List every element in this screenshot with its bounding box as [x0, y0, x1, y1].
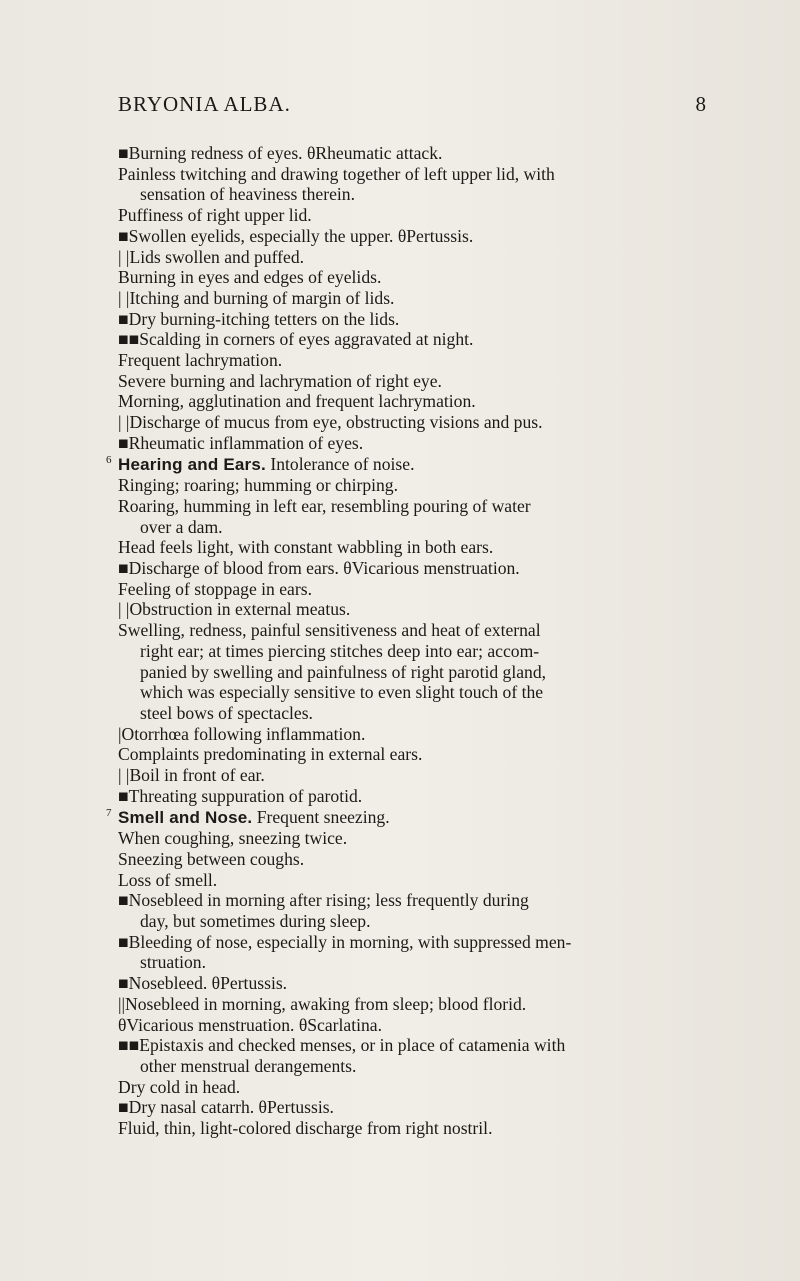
- text-line: ■Discharge of blood from ears. θVicarious menstruation.: [118, 558, 520, 579]
- text-line: ■■Epistaxis and checked menses, or in place of catamenia with: [118, 1035, 566, 1056]
- section-number: 7: [106, 806, 112, 819]
- text-line: ■Nosebleed. θPertussis.: [118, 973, 288, 994]
- section-number: 6: [106, 453, 112, 466]
- text-line: ||Nosebleed in morning, awaking from sleep; blood florid.: [118, 993, 527, 1014]
- running-head: BRYONIA ALBA.: [118, 92, 291, 116]
- text-line: | |Discharge of mucus from eye, obstructing visions and pus.: [118, 412, 543, 433]
- section-heading: Smell and Nose.: [118, 807, 253, 827]
- text-line: Feeling of stoppage in ears.: [118, 578, 312, 599]
- text-line: |Otorrhœa following inflammation.: [118, 723, 366, 744]
- text-line: Burning in eyes and edges of eyelids.: [118, 267, 382, 288]
- text-line: Sneezing between coughs.: [118, 848, 305, 869]
- text-line: sensation of heaviness therein.: [140, 184, 355, 205]
- body-text: [106, 143, 718, 1139]
- text-line: When coughing, sneezing twice.: [118, 828, 348, 849]
- text-line: ■Swollen eyelids, especially the upper. θPertussis.: [118, 225, 474, 246]
- text-line: other menstrual derangements.: [140, 1055, 357, 1076]
- text-line: Loss of smell.: [118, 869, 218, 890]
- text-line: | |Lids swollen and puffed.: [118, 246, 305, 267]
- section-heading: Hearing and Ears.: [118, 454, 266, 474]
- text-line: Swelling, redness, painful sensitiveness and heat of external: [118, 620, 541, 641]
- text-line: θVicarious menstruation. θScarlatina.: [118, 1014, 382, 1035]
- text-line: Intolerance of noise.: [270, 453, 415, 474]
- text-line: Morning, agglutination and frequent lachrymation.: [118, 391, 476, 412]
- text-line: ■Rheumatic inflammation of eyes.: [118, 432, 364, 453]
- text-line: which was especially sensitive to even slight touch of the: [140, 682, 544, 703]
- text-line: Roaring, humming in left ear, resembling pouring of water: [118, 495, 531, 516]
- text-line: Fluid, thin, light-colored discharge from right nostril.: [118, 1118, 493, 1139]
- text-line: Frequent sneezing.: [256, 806, 390, 827]
- text-line: ■Bleeding of nose, especially in morning, with suppressed men-: [118, 931, 572, 952]
- text-line: Severe burning and lachrymation of right eye.: [118, 370, 442, 391]
- text-line: ■Burning redness of eyes. θRheumatic attack.: [118, 143, 443, 163]
- text-line: day, but sometimes during sleep.: [140, 911, 371, 932]
- text-line: steel bows of spectacles.: [140, 702, 313, 723]
- text-line: Frequent lachrymation.: [118, 350, 283, 371]
- text-line: Painless twitching and drawing together of left upper lid, with: [118, 163, 555, 184]
- text-line: Dry cold in head.: [118, 1076, 241, 1097]
- page-header: [118, 92, 706, 122]
- text-line: struation.: [140, 952, 206, 973]
- section-smell: [106, 806, 718, 829]
- text-line: ■Threating suppuration of parotid.: [118, 785, 363, 806]
- text-line: panied by swelling and painfulness of right parotid gland,: [140, 661, 547, 682]
- text-line: Head feels light, with constant wabbling in both ears.: [118, 537, 494, 558]
- text-line: ■■Scalding in corners of eyes aggravated at night.: [118, 329, 474, 350]
- text-line: | |Obstruction in external meatus.: [118, 599, 351, 620]
- section-hearing: [106, 453, 718, 476]
- text-line: Puffiness of right upper lid.: [118, 205, 312, 226]
- text-line: right ear; at times piercing stitches deep into ear; accom-: [140, 640, 540, 661]
- text-line: ■Nosebleed in morning after rising; less frequently during: [118, 890, 529, 911]
- page-number: 8: [695, 92, 706, 116]
- text-line: | |Boil in front of ear.: [118, 765, 265, 786]
- text-line: Ringing; roaring; humming or chirping.: [118, 475, 399, 496]
- text-line: over a dam.: [140, 516, 223, 537]
- text-line: ■Dry burning-itching tetters on the lids.: [118, 308, 400, 329]
- text-line: Complaints predominating in external ears.: [118, 744, 423, 765]
- text-line: ■Dry nasal catarrh. θPertussis.: [118, 1097, 334, 1118]
- text-line: | |Itching and burning of margin of lids.: [118, 287, 395, 308]
